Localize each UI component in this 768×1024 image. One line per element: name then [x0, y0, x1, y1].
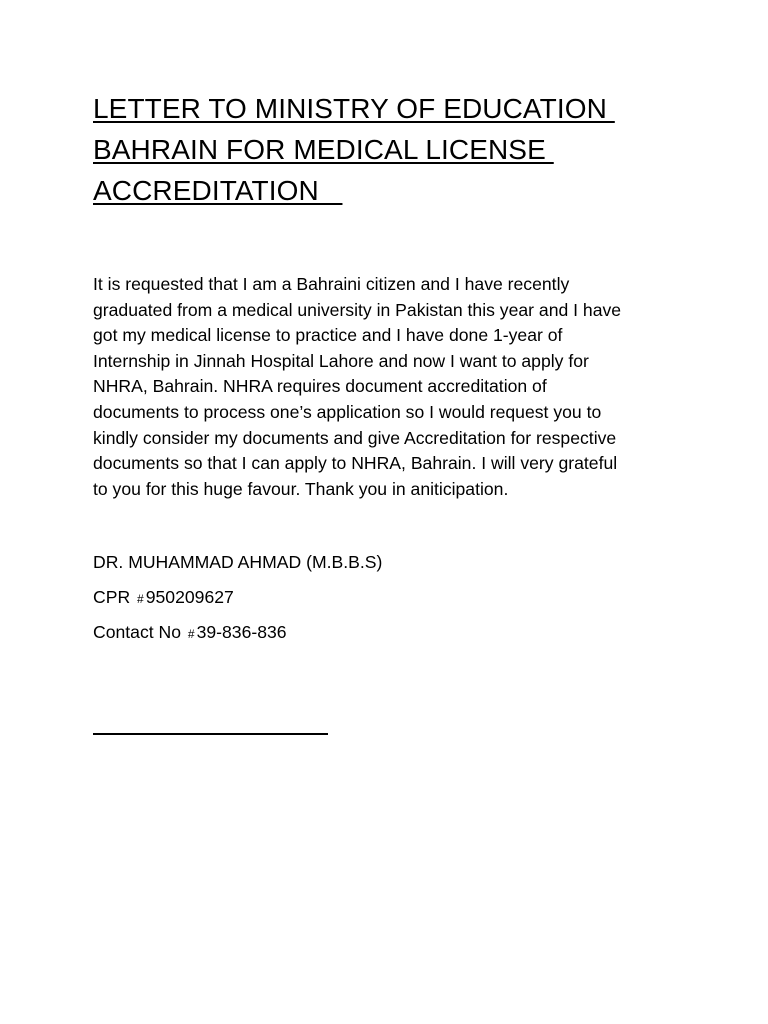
title-line-3: [93, 170, 713, 211]
cpr-value: 950209627: [145, 587, 234, 607]
title-text-1: LETTER TO MINISTRY OF EDUCATION: [93, 93, 615, 124]
signature-line: [93, 733, 328, 735]
body-line-9: to you for this huge favour. Thank you in aniticipation.: [93, 478, 509, 499]
body-line-3: got my medical license to practice and I have done 1-year of: [93, 325, 563, 346]
body-line-7: kindly consider my documents and give Accreditation for respective: [93, 427, 617, 448]
cpr-hash: #: [137, 592, 144, 606]
body-line-1: It is requested that I am a Bahraini citizen and I have recently: [93, 274, 570, 294]
title-line-2: [93, 129, 713, 170]
letter-body: [93, 272, 703, 502]
body-line-6: documents to process one’s application so I would request you to: [93, 401, 602, 422]
signatory-name: DR. MUHAMMAD AHMAD (M.B.B.S): [93, 552, 383, 572]
body-line-4: Internship in Jinnah Hospital Lahore and now I want to apply for: [93, 350, 589, 371]
cpr-label: CPR: [93, 587, 131, 607]
contact-line: [93, 620, 287, 646]
body-line-5: NHRA, Bahrain. NHRA requires document accreditation of: [93, 376, 547, 397]
contact-hash: #: [187, 627, 195, 641]
body-line-8: documents so that I can apply to NHRA, Bahrain. I will very grateful: [93, 453, 618, 474]
title-line-1: [93, 88, 713, 129]
title-text-2: BAHRAIN FOR MEDICAL LICENSE: [93, 134, 554, 165]
body-line-2: graduated from a medical university in Pakistan this year and I have: [93, 299, 622, 320]
letter-title: [93, 88, 713, 211]
title-text-3: ACCREDITATION: [93, 175, 343, 206]
contact-value: 39-836-836: [196, 622, 287, 642]
cpr-line: [93, 585, 234, 611]
contact-label: Contact No: [93, 622, 182, 642]
